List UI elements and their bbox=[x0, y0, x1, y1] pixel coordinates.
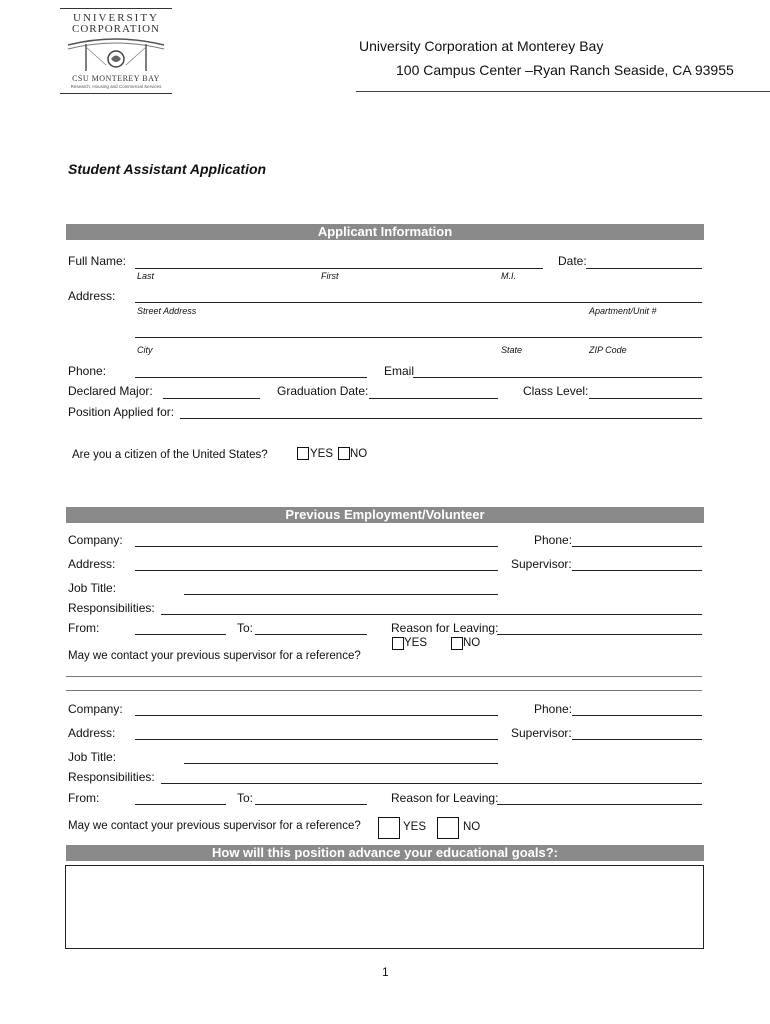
employer1-job-title-label: Job Title: bbox=[68, 581, 117, 595]
employer1-responsibilities-field[interactable] bbox=[161, 614, 702, 615]
grad-date-field[interactable] bbox=[369, 398, 498, 399]
date-label: Date: bbox=[558, 254, 587, 268]
employer2-contact-yes-checkbox[interactable] bbox=[378, 817, 400, 839]
street-caption: Street Address bbox=[137, 306, 197, 316]
employer1-supervisor-field[interactable] bbox=[572, 570, 702, 571]
class-level-field[interactable] bbox=[589, 398, 702, 399]
employer1-address-label: Address: bbox=[68, 557, 116, 571]
employer1-reason-field[interactable] bbox=[497, 634, 702, 635]
employer2-reason-field[interactable] bbox=[497, 804, 702, 805]
employer2-to-field[interactable] bbox=[255, 804, 367, 805]
logo-text-corporation: CORPORATION bbox=[71, 23, 160, 35]
employer2-from-field[interactable] bbox=[135, 804, 226, 805]
last-caption: Last bbox=[137, 271, 155, 281]
employer1-company-field[interactable] bbox=[135, 546, 498, 547]
employer2-reason-label: Reason for Leaving: bbox=[391, 791, 499, 805]
page-number: 1 bbox=[382, 965, 389, 979]
employer1-supervisor-label: Supervisor: bbox=[511, 557, 572, 571]
employer1-contact-no-label: NO bbox=[463, 637, 481, 649]
logo-text-tagline: Research, Housing and Commercial Services bbox=[70, 84, 162, 89]
org-address: 100 Campus Center –Ryan Ranch Seaside, CA 93955 bbox=[396, 62, 734, 78]
employer2-supervisor-label: Supervisor: bbox=[511, 726, 572, 740]
employer2-address-field[interactable] bbox=[135, 739, 498, 740]
citizen-question: Are you a citizen of the United States? bbox=[72, 449, 268, 461]
employer1-to-field[interactable] bbox=[255, 634, 367, 635]
grad-date-label: Graduation Date: bbox=[277, 384, 369, 398]
employer2-address-label: Address: bbox=[68, 726, 116, 740]
date-field[interactable] bbox=[586, 268, 702, 269]
city-state-zip-field[interactable] bbox=[135, 337, 702, 338]
full-name-label: Full Name: bbox=[68, 254, 127, 268]
position-field[interactable] bbox=[180, 418, 702, 419]
employer1-phone-label: Phone: bbox=[534, 533, 573, 547]
employer1-address-field[interactable] bbox=[135, 570, 498, 571]
employer2-contact-question: May we contact your previous supervisor for a reference? bbox=[68, 820, 361, 832]
logo-text-csumb: CSU MONTEREY BAY bbox=[72, 74, 160, 83]
employer2-to-label: To: bbox=[237, 791, 254, 805]
citizen-no-checkbox[interactable] bbox=[338, 447, 350, 460]
employer1-responsibilities-label: Responsibilities: bbox=[68, 601, 155, 615]
employer1-phone-field[interactable] bbox=[572, 546, 702, 547]
position-label: Position Applied for: bbox=[68, 405, 175, 419]
employer1-contact-no-checkbox[interactable] bbox=[451, 637, 463, 650]
zip-caption: ZIP Code bbox=[589, 345, 627, 355]
address-label: Address: bbox=[68, 289, 116, 303]
employer2-supervisor-field[interactable] bbox=[572, 739, 702, 740]
employer2-company-field[interactable] bbox=[135, 715, 498, 716]
apt-caption: Apartment/Unit # bbox=[589, 306, 657, 316]
citizen-yes-checkbox[interactable] bbox=[297, 447, 309, 460]
employment-section-header: Previous Employment/Volunteer bbox=[66, 507, 704, 523]
first-caption: First bbox=[321, 271, 339, 281]
employer2-phone-label: Phone: bbox=[534, 702, 573, 716]
page-title: Student Assistant Application bbox=[68, 161, 267, 177]
city-caption: City bbox=[137, 345, 153, 355]
citizen-no-label: NO bbox=[350, 448, 368, 460]
state-caption: State bbox=[501, 345, 523, 355]
employer1-from-label: From: bbox=[68, 621, 100, 635]
employer2-responsibilities-field[interactable] bbox=[161, 783, 702, 784]
employer2-job-title-label: Job Title: bbox=[68, 750, 117, 764]
email-label: Email bbox=[384, 364, 415, 378]
employer2-contact-no-checkbox[interactable] bbox=[437, 817, 459, 839]
employer2-company-label: Company: bbox=[68, 702, 123, 716]
full-name-field[interactable] bbox=[135, 268, 543, 269]
employer1-contact-yes-label: YES bbox=[404, 637, 428, 649]
phone-label: Phone: bbox=[68, 364, 107, 378]
applicant-section-header: Applicant Information bbox=[66, 224, 704, 240]
logo-text-university: UNIVERSITY bbox=[73, 12, 159, 24]
employer1-contact-question: May we contact your previous supervisor for a reference? bbox=[68, 650, 361, 662]
street-address-field[interactable] bbox=[135, 302, 702, 303]
goals-textarea[interactable] bbox=[65, 865, 704, 949]
mi-caption: M.I. bbox=[501, 271, 516, 281]
employer2-from-label: From: bbox=[68, 791, 100, 805]
employer2-phone-field[interactable] bbox=[572, 715, 702, 716]
employer1-contact-yes-checkbox[interactable] bbox=[392, 637, 404, 650]
phone-field[interactable] bbox=[135, 377, 367, 378]
header-rule bbox=[356, 91, 770, 92]
employer2-contact-yes-label: YES bbox=[403, 821, 427, 833]
major-label: Declared Major: bbox=[68, 384, 153, 398]
citizen-yes-label: YES bbox=[310, 448, 334, 460]
employer1-job-title-field[interactable] bbox=[184, 594, 498, 595]
goals-section-header: How will this position advance your educational goals?: bbox=[66, 845, 704, 861]
email-field[interactable] bbox=[413, 377, 702, 378]
employer2-job-title-field[interactable] bbox=[184, 763, 498, 764]
divider-line bbox=[66, 676, 702, 677]
major-field[interactable] bbox=[163, 398, 260, 399]
employer1-company-label: Company: bbox=[68, 533, 123, 547]
class-level-label: Class Level: bbox=[523, 384, 589, 398]
employer2-responsibilities-label: Responsibilities: bbox=[68, 770, 155, 784]
employer2-contact-no-label: NO bbox=[463, 821, 481, 833]
logo-bottom-rule bbox=[60, 93, 172, 94]
employer1-reason-label: Reason for Leaving: bbox=[391, 621, 499, 635]
bridge-emblem-icon bbox=[66, 35, 166, 75]
divider-line bbox=[66, 690, 702, 691]
org-name: University Corporation at Monterey Bay bbox=[359, 38, 604, 54]
employer1-from-field[interactable] bbox=[135, 634, 226, 635]
logo-top-rule bbox=[60, 8, 172, 9]
employer1-to-label: To: bbox=[237, 621, 254, 635]
logo bbox=[60, 8, 172, 94]
